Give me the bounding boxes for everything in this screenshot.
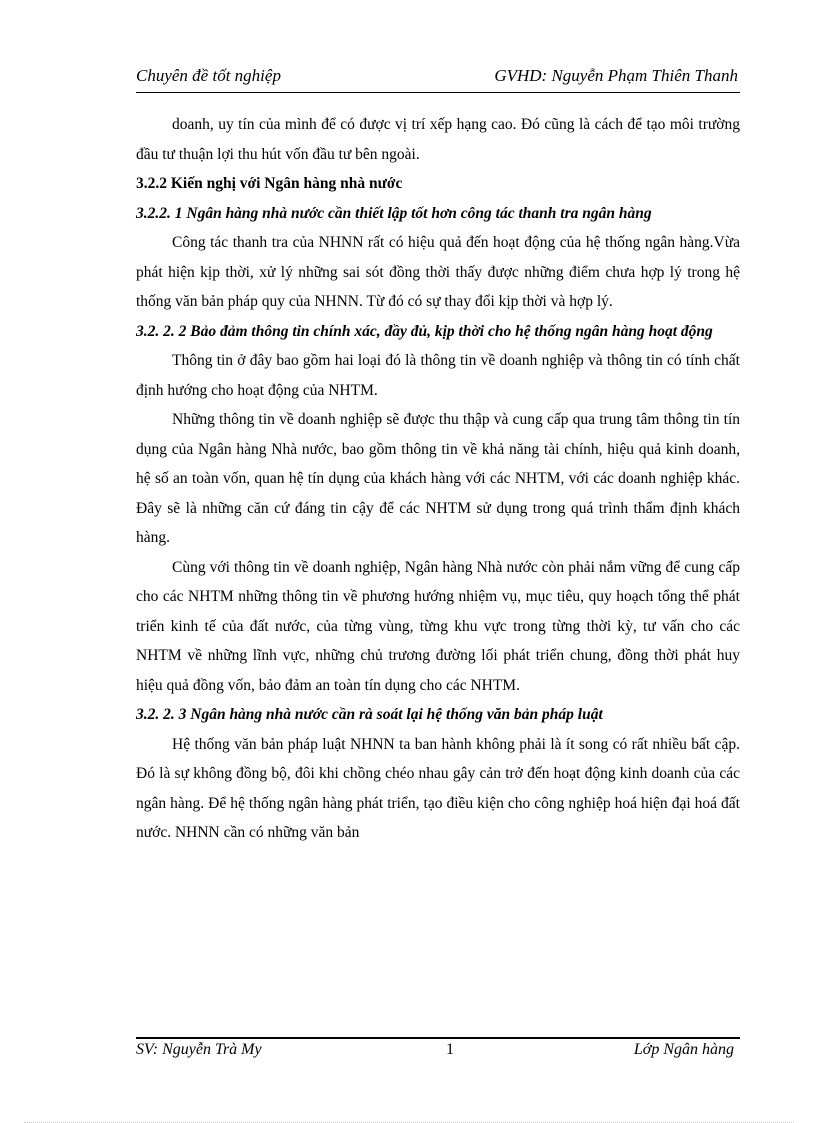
subsection-heading: 3.2. 2. 2 Bảo đảm thông tin chính xác, đầy đủ, kịp thời cho hệ thống ngân hàng hoạt động — [136, 322, 713, 340]
header-title: Chuyên đề tốt nghiệp — [136, 66, 281, 85]
footer-divider — [136, 1037, 740, 1039]
section-heading: 3.2.2 Kiến nghị với Ngân hàng nhà nước — [136, 175, 403, 192]
paragraph: Hệ thống văn bản pháp luật NHNN ta ban hành không phải là ít song có rất nhiều bất cập. Đó là sự không đồng bộ, đôi khi chồng chéo nhau gây cản trở đến hoạt động kinh doanh của các ngân hàng. Để hệ thống ngân hàng phát triển, tạo điều kiện cho công nghiệp hoá hiện đại hoá đất nước. NHNN cần có những văn bản — [136, 735, 740, 841]
body-text — [136, 110, 740, 848]
subsection-heading: 3.2. 2. 3 Ngân hàng nhà nước cần rà soát lại hệ thống văn bản pháp luật — [136, 706, 603, 723]
footer-student: SV: Nguyễn Trà My — [136, 1041, 262, 1058]
page-footer — [136, 1041, 740, 1065]
paragraph: doanh, uy tín của mình để có được vị trí xếp hạng cao. Đó cũng là cách để tạo môi trường đầu tư thuận lợi thu hút vốn đầu tư bên ngoài. — [136, 116, 740, 163]
paragraph: Công tác thanh tra của NHNN rất có hiệu quả đến hoạt động của hệ thống ngân hàng.Vừa phát hiện kịp thời, xử lý những sai sót đồng thời thấy được những điểm chưa hợp lý trong hệ thống văn bản pháp quy của NHNN. Từ đó có sự thay đổi kịp thời và hợp lý. — [136, 234, 740, 310]
subsection-heading: 3.2.2. 1 Ngân hàng nhà nước cần thiết lập tốt hơn công tác thanh tra ngân hàng — [136, 204, 652, 222]
page-header — [136, 66, 740, 93]
paragraph: Cùng với thông tin về doanh nghiệp, Ngân hàng Nhà nước còn phải nắm vững để cung cấp cho các NHTM những thông tin về phương hướng nhiệm vụ, mục tiêu, quy hoạch tổng thể phát triển kinh tế của đất nước, của từng vùng, từng khu vực trong từng thời kỳ, tư vấn cho các NHTM về những lĩnh vực, những chủ trương đường lối phát triển chung, đồng thời phát huy hiệu quả đồng vốn, bảo đảm an toàn tín dụng cho các NHTM. — [136, 558, 740, 694]
paragraph: Những thông tin về doanh nghiệp sẽ được thu thập và cung cấp qua trung tâm thông tin tín dụng của Ngân hàng Nhà nước, bao gồm thông tin về khả năng tài chính, hiệu quả kinh doanh, hệ số an toàn vốn, quan hệ tín dụng của khách hàng với các NHTM, với các doanh nghiệp khác. Đây sẽ là những căn cứ đáng tin cậy để các NHTM sử dụng trong quá trình thẩm định khách hàng. — [136, 411, 740, 546]
page-number: 1 — [446, 1041, 454, 1058]
paragraph: Thông tin ở đây bao gồm hai loại đó là thông tin về doanh nghiệp và thông tin có tính chất định hướng cho hoạt động của NHTM. — [136, 352, 740, 399]
footer-class: Lớp Ngân hàng — [633, 1041, 734, 1058]
header-advisor: GVHD: Nguyễn Phạm Thiên Thanh — [494, 66, 738, 85]
